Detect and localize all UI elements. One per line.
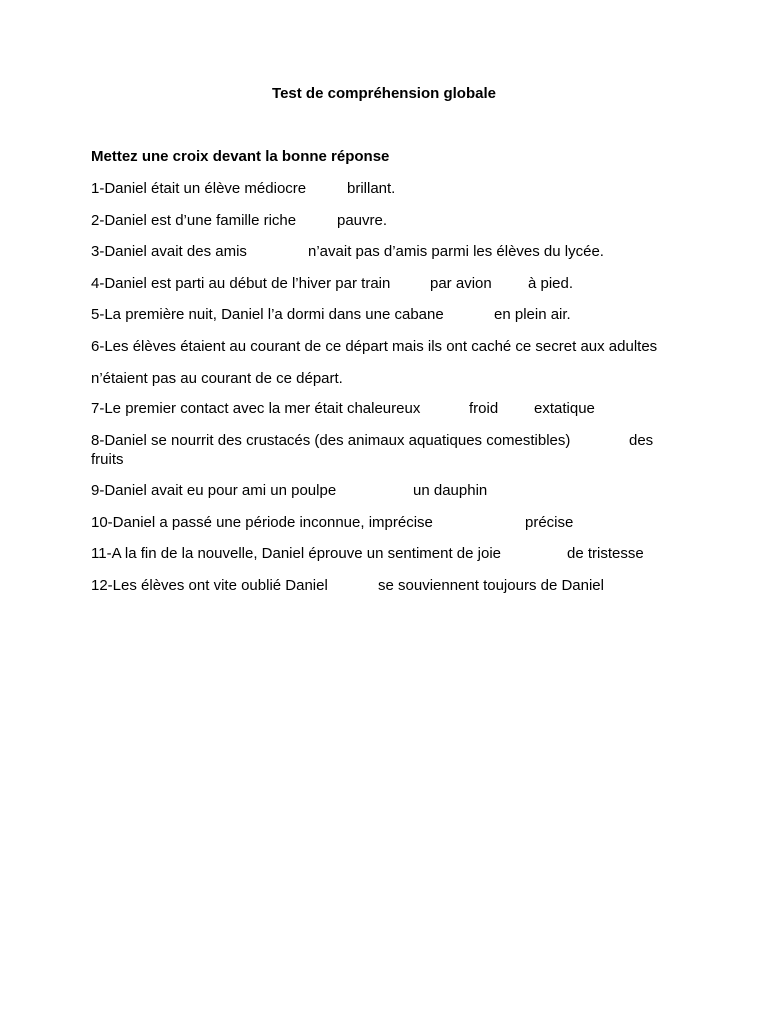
question-10-text: 10-Daniel a passé une période inconnue, imprécise: [91, 514, 433, 531]
question-4-text: 4-Daniel est parti au début de l’hiver par train: [91, 275, 391, 292]
question-7-text: 7-Le premier contact avec la mer était chaleureux: [91, 400, 421, 417]
question-5-text: 5-La première nuit, Daniel l’a dormi dans une cabane: [91, 306, 444, 323]
document-title: Test de compréhension globale: [272, 85, 496, 102]
question-2-option-1: pauvre.: [337, 212, 388, 229]
question-4-option-2: à pied.: [528, 275, 574, 292]
question-1-option-1: brillant.: [347, 180, 396, 197]
question-12-text: 12-Les élèves ont vite oublié Daniel: [91, 577, 328, 594]
question-6-text: 6-Les élèves étaient au courant de ce départ mais ils ont caché ce secret aux adultes: [91, 338, 658, 355]
question-8-text: 8-Daniel se nourrit des crustacés (des animaux aquatiques comestibles): [91, 432, 571, 449]
question-3-option-1: n’avait pas d’amis parmi les élèves du lycée.: [308, 243, 604, 260]
question-5-option-1: en plein air.: [494, 306, 571, 323]
question-12-option-1: se souviennent toujours de Daniel: [378, 577, 604, 594]
question-6-continuation: n’étaient pas au courant de ce départ.: [91, 370, 343, 387]
instruction-heading: Mettez une croix devant la bonne réponse: [91, 148, 390, 165]
question-1-text: 1-Daniel était un élève médiocre: [91, 180, 307, 197]
question-7-option-1: froid: [469, 400, 499, 417]
question-11-text: 11-A la fin de la nouvelle, Daniel éprouve un sentiment de joie: [91, 545, 501, 562]
question-7-option-2: extatique: [534, 400, 595, 417]
question-9-option-1: un dauphin: [413, 482, 488, 499]
question-10-option-1: précise: [525, 514, 574, 531]
question-3-text: 3-Daniel avait des amis: [91, 243, 247, 260]
question-8-option-1: des: [629, 432, 654, 449]
question-11-option-1: de tristesse: [567, 545, 644, 562]
question-2-text: 2-Daniel est d’une famille riche: [91, 212, 297, 229]
question-4-option-1: par avion: [430, 275, 492, 292]
question-8-continuation: fruits: [91, 451, 124, 468]
question-9-text: 9-Daniel avait eu pour ami un poulpe: [91, 482, 337, 499]
